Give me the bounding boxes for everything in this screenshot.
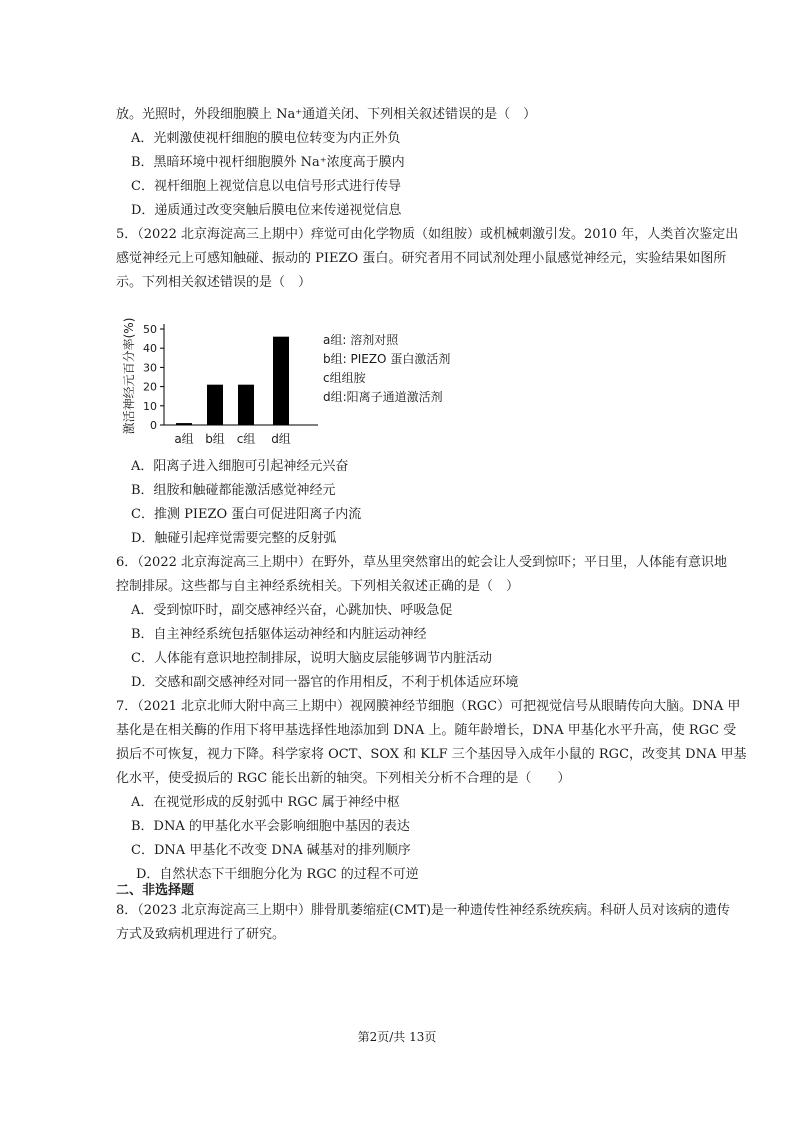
bar-4: [273, 337, 289, 425]
y-tick-label: 50: [143, 323, 157, 336]
question-6-option-b: B．自主神经系统包括躯体运动神经和内脏运动神经: [131, 627, 427, 642]
question-4-option-c: C．视杆细胞上视觉信息以电信号形式进行传导: [131, 179, 401, 194]
bar-chart: [118, 314, 328, 450]
question-6-option-a: A．受到惊吓时，副交感神经兴奋，心跳加快、呼吸急促: [131, 603, 453, 618]
question-5-option-b: B．组胺和触碰都能激活感觉神经元: [131, 483, 336, 498]
question-7-option-a: A．在视觉形成的反射弧中 RGC 属于神经中枢: [131, 795, 400, 810]
y-axis-label: 激活神经元百分率(%): [122, 317, 136, 435]
question-6-stem-line-1: 6．（2022 北京海淀高三上期中）在野外，草丛里突然窜出的蛇会让人受到惊吓；平日里，人体能有意识地: [116, 555, 727, 570]
question-5-stem-line-1: 5．（2022 北京海淀高三上期中）痒觉可由化学物质（如组胺）或机械刺激引发。2010 年，人类首次鉴定出: [116, 227, 739, 242]
question-5-option-a: A．阳离子进入细胞可引起神经元兴奋: [131, 459, 349, 474]
legend-entry-d: d组:阳离子通道激活剂: [323, 390, 443, 404]
question-5-stem-line-2: 感觉神经元上可感知触碰、振动的 PIEZO 蛋白。研究者用不同试剂处理小鼠感觉神经元，实验结果如图所: [116, 251, 727, 266]
y-tick-label: 40: [143, 342, 157, 356]
question-7-stem-line-4: 化水平，使受损后的 RGC 能长出新的轴突。下列相关分析不合理的是（ ）: [116, 771, 571, 786]
legend-entry-a: a组: 溶剂对照: [323, 333, 399, 347]
question-6-stem-line-2: 控制排尿。这些都与自主神经系统相关。下列相关叙述正确的是（ ）: [116, 579, 520, 594]
question-5-option-d: D．触碰引起痒觉需要完整的反射弧: [131, 531, 337, 546]
page-footer: 第2页/共 13页: [357, 1030, 437, 1044]
question-6-option-d: D．交感和副交感神经对同一器官的作用相反，不利于机体适应环境: [131, 675, 519, 690]
question-8-stem-line-1: 8．（2023 北京海淀高三上期中）腓骨肌萎缩症(CMT)是一种遗传性神经系统疾病。科研人员对该病的遗传: [116, 903, 731, 918]
question-6-option-c: C．人体能有意识地控制排尿，说明大脑皮层能够调节内脏活动: [131, 651, 492, 666]
y-tick-label: 0: [150, 419, 157, 432]
question-7-stem-line-2: 基化是在相关酶的作用下将甲基选择性地添加到 DNA 上。随年龄增长，DNA 甲基化水平升高，使 RGC 受: [116, 723, 737, 738]
question-4-option-d: D．递质通过改变突触后膜电位来传递视觉信息: [131, 203, 402, 218]
y-tick-label: 30: [143, 361, 157, 375]
question-4-option-a: A．光刺激使视杆细胞的膜电位转变为内正外负: [131, 131, 401, 146]
question-7-stem-line-1: 7．（2021 北京北师大附中高三上期中）视网膜神经节细胞（RGC）可把视觉信号从眼睛传向大脑。DNA 甲: [116, 699, 741, 714]
bar-1: [176, 423, 192, 425]
question-7-option-c: C．DNA 甲基化不改变 DNA 碱基对的排列顺序: [131, 843, 411, 858]
x-tick-label: b组: [205, 432, 225, 446]
question-4-stem-end: 放。光照时，外段细胞膜上 Na⁺通道关闭、下列相关叙述错误的是（ ）: [116, 107, 537, 122]
bar-2: [207, 385, 223, 425]
y-tick-label: 10: [143, 399, 157, 413]
legend-entry-b: b组: PIEZO 蛋白激活剂: [323, 352, 451, 366]
question-7-option-b: B．DNA 的甲基化水平会影响细胞中基因的表达: [131, 819, 410, 834]
bar-3: [238, 385, 254, 425]
question-4-option-b: B．黑暗环境中视杆细胞膜外 Na⁺浓度高于膜内: [131, 155, 405, 170]
section-heading-non-choice: 二、非选择题: [116, 883, 195, 898]
question-5-stem-line-3: 示。下列相关叙述错误的是（ ）: [116, 275, 312, 290]
x-tick-label: a组: [174, 432, 194, 446]
x-tick-label: d组: [271, 432, 291, 446]
legend-entry-c: c组组胺: [323, 371, 366, 385]
question-7-option-d: D．自然状态下干细胞分化为 RGC 的过程不可逆: [136, 867, 419, 882]
y-tick-label: 20: [143, 380, 157, 394]
x-tick-label: c组: [236, 432, 256, 446]
question-8-stem-line-2: 方式及致病机理进行了研究。: [116, 927, 286, 942]
question-5-option-c: C．推测 PIEZO 蛋白可促进阳离子内流: [131, 507, 362, 522]
question-7-stem-line-3: 损后不可恢复，视力下降。科学家将 OCT、SOX 和 KLF 三个基因导入成年小鼠的 RGC，改变其 DNA 甲基: [116, 747, 747, 762]
